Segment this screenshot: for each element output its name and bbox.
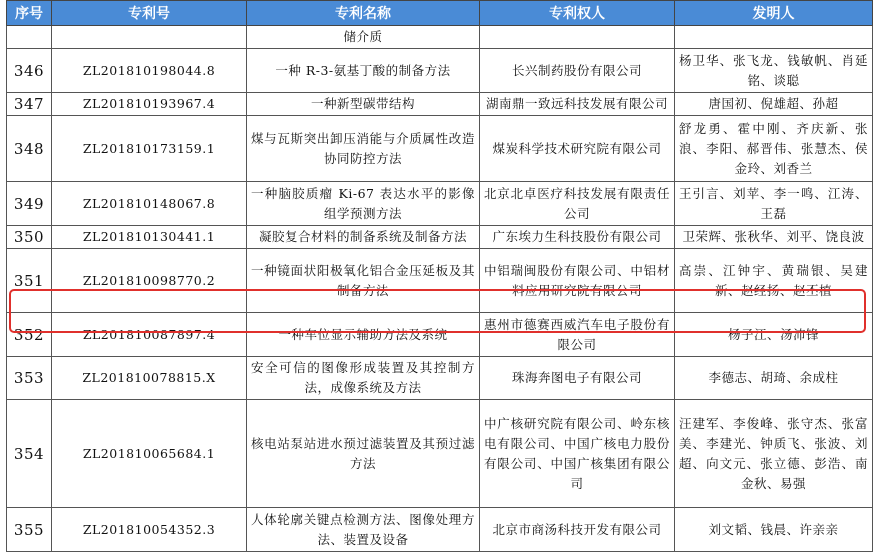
cell-title: 一种脑胶质瘤 Ki-67 表达水平的影像组学预测方法 <box>247 182 480 226</box>
cell-empty <box>675 26 873 49</box>
cell-title: 核电站泵站进水预过滤装置及其预过滤方法 <box>247 400 480 508</box>
cell-title: 煤与瓦斯突出卸压消能与介质属性改造协同防控方法 <box>247 116 480 182</box>
cell-holder: 惠州市德赛西威汽车电子股份有限公司 <box>480 313 675 357</box>
continuation-row <box>7 26 873 49</box>
cell-no: 346 <box>7 49 52 93</box>
cell-holder: 中铝瑞闽股份有限公司、中铝材料应用研究院有限公司 <box>480 249 675 313</box>
header-patent-title: 专利名称 <box>247 1 480 26</box>
cell-holder: 长兴制药股份有限公司 <box>480 49 675 93</box>
cell-title: 储介质 <box>247 26 480 49</box>
cell-inventors: 舒龙勇、霍中刚、齐庆新、张浪、李阳、郝晋伟、张慧杰、侯金玲、刘香兰 <box>675 116 873 182</box>
cell-no: 355 <box>7 508 52 552</box>
cell-inventors: 刘文韬、钱晨、许亲亲 <box>675 508 873 552</box>
table-row <box>7 400 873 508</box>
cell-empty <box>7 26 52 49</box>
table-row <box>7 49 873 93</box>
cell-no: 347 <box>7 93 52 116</box>
cell-title: 一种 R-3-氨基丁酸的制备方法 <box>247 49 480 93</box>
cell-no: 353 <box>7 357 52 400</box>
cell-patent-number: ZL201810054352.3 <box>52 508 247 552</box>
header-row <box>7 1 873 26</box>
cell-holder: 珠海奔图电子有限公司 <box>480 357 675 400</box>
cell-patent-number: ZL201810148067.8 <box>52 182 247 226</box>
cell-patent-number: ZL201810065684.1 <box>52 400 247 508</box>
cell-holder: 北京市商汤科技开发有限公司 <box>480 508 675 552</box>
cell-title: 人体轮廓关键点检测方法、图像处理方法、装置及设备 <box>247 508 480 552</box>
table-row <box>7 249 873 313</box>
cell-holder: 中广核研究院有限公司、岭东核电有限公司、中国广核电力股份有限公司、中国广核集团有限公司 <box>480 400 675 508</box>
header-patent-holder: 专利权人 <box>480 1 675 26</box>
cell-no: 350 <box>7 226 52 249</box>
cell-title: 一种新型碳带结构 <box>247 93 480 116</box>
cell-no: 354 <box>7 400 52 508</box>
cell-empty <box>480 26 675 49</box>
cell-patent-number: ZL201810198044.8 <box>52 49 247 93</box>
cell-inventors: 杨卫华、张飞龙、钱敏帆、肖延铭、谈聪 <box>675 49 873 93</box>
cell-holder: 湖南鼎一致远科技发展有限公司 <box>480 93 675 116</box>
cell-inventors: 汪建军、李俊峰、张守杰、张富美、李建光、钟质飞、张波、刘超、向文元、张立德、彭浩、南金秋、易强 <box>675 400 873 508</box>
table-row <box>7 93 873 116</box>
cell-inventors: 卫荣辉、张秋华、刘平、饶良波 <box>675 226 873 249</box>
cell-patent-number: ZL201810173159.1 <box>52 116 247 182</box>
table-row <box>7 508 873 552</box>
table-row <box>7 182 873 226</box>
cell-title: 凝胶复合材料的制备系统及制备方法 <box>247 226 480 249</box>
patent-table <box>6 0 873 552</box>
table-row <box>7 116 873 182</box>
header-patent-number: 专利号 <box>52 1 247 26</box>
table-row <box>7 357 873 400</box>
cell-inventors: 杨子江、汤沛锋 <box>675 313 873 357</box>
cell-title: 安全可信的图像形成装置及其控制方法，成像系统及方法 <box>247 357 480 400</box>
header-no: 序号 <box>7 1 52 26</box>
header-inventors: 发明人 <box>675 1 873 26</box>
table-row-highlighted <box>7 313 873 357</box>
cell-patent-number: ZL201810087897.4 <box>52 313 247 357</box>
patent-table-container <box>6 0 872 552</box>
cell-holder: 广东埃力生科技股份有限公司 <box>480 226 675 249</box>
cell-no: 349 <box>7 182 52 226</box>
cell-title: 一种镜面状阳极氧化铝合金压延板及其制备方法 <box>247 249 480 313</box>
cell-patent-number: ZL201810098770.2 <box>52 249 247 313</box>
cell-empty <box>52 26 247 49</box>
cell-patent-number: ZL201810130441.1 <box>52 226 247 249</box>
cell-no: 348 <box>7 116 52 182</box>
cell-patent-number: ZL201810193967.4 <box>52 93 247 116</box>
cell-no: 352 <box>7 313 52 357</box>
table-row <box>7 226 873 249</box>
cell-patent-number: ZL201810078815.X <box>52 357 247 400</box>
cell-holder: 煤炭科学技术研究院有限公司 <box>480 116 675 182</box>
cell-inventors: 唐国初、倪雄超、孙超 <box>675 93 873 116</box>
cell-title: 一种车位显示辅助方法及系统 <box>247 313 480 357</box>
cell-holder: 北京北卓医疗科技发展有限责任公司 <box>480 182 675 226</box>
cell-inventors: 李德志、胡琦、余成柱 <box>675 357 873 400</box>
cell-no: 351 <box>7 249 52 313</box>
cell-inventors: 王引言、刘苹、李一鸣、江涛、王磊 <box>675 182 873 226</box>
cell-inventors: 高崇、江钟宇、黄瑞银、吴建新、赵经扬、赵丕植 <box>675 249 873 313</box>
